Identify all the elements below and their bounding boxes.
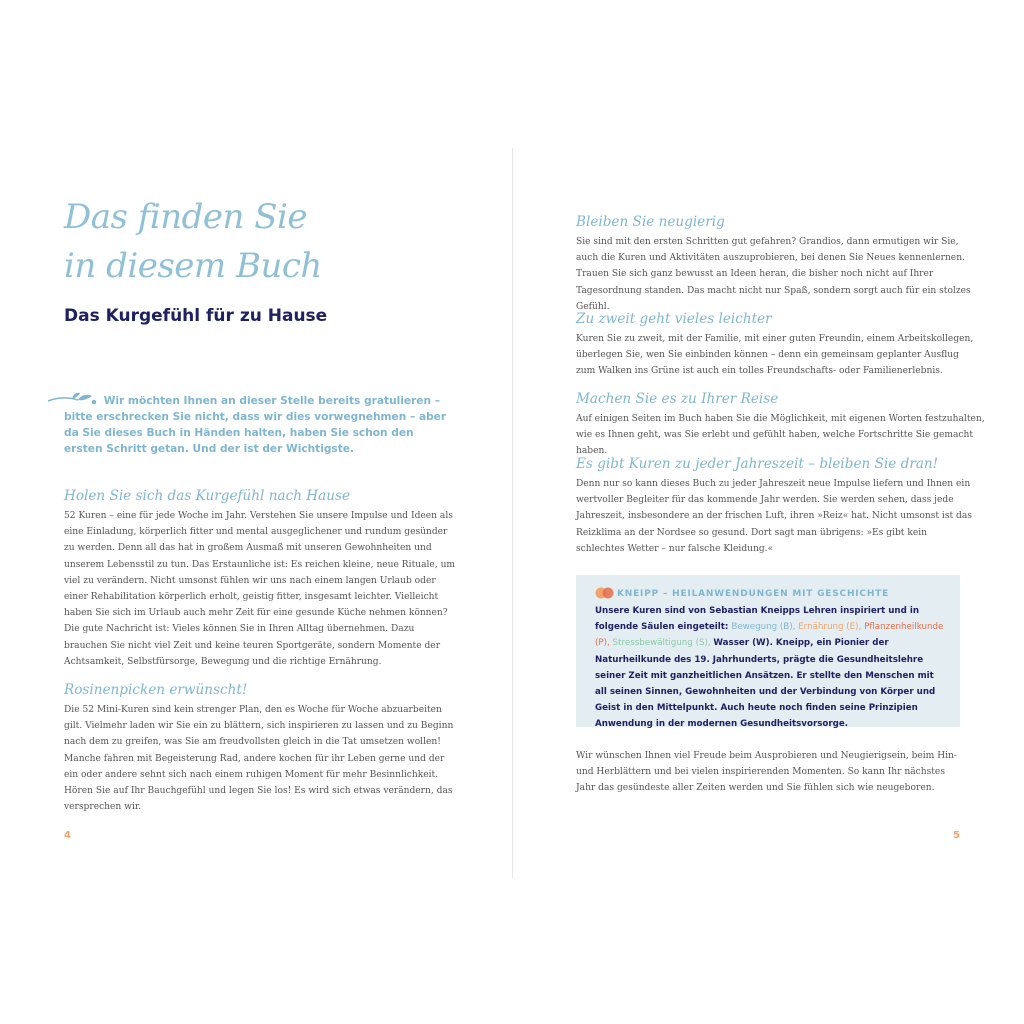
page-title bbox=[64, 193, 322, 291]
section-zu-zweit bbox=[576, 310, 980, 380]
pillar-pflanzenheilkunde: Pflanzenheilkunde (P), bbox=[595, 622, 944, 649]
infobox-text-rest: Wasser (W). Kneipp, ein Pionier der Naturheilkunde des 19. Jahrhunderts, prägte die Gesundheitslehre seiner Zeit mit ganzheitlichen Ansätzen. Er stellte den Menschen mit all seinen Sinnen, Gewohnheiten und der Verbindung von Körper und Geist in den Mittelpunkt. Auch heute noch finden seine Prinzipien Anwendung in der modernen Gesundheitsvorsorge. bbox=[595, 638, 936, 730]
section-jahreszeit bbox=[576, 455, 976, 557]
section-body: 52 Kuren – eine für jede Woche im Jahr. Verstehen Sie unsere Impulse und Ideen als eine Einladung, körperlich fitter und mental ausgeglichener und rundum gesünder zu werden. Denn all das hat in großem Ausmaß mit unseren Gewohnheiten und unserem Lebensstil zu tun. Das Erstaunliche ist: Es reichen kleine, neue Rituale, um viel zu verändern. Nicht umsonst fühlen wir uns nach einem langen Urlaub oder einer Rehabilitation körperlich erholt, geistig fitter, insgesamt leichter. Vielleicht haben Sie sich im Urlaub auch mehr Zeit für eine gesunde Küche nehmen können? Die gute Nachricht ist: Vieles können Sie in Ihren Alltag übernehmen. Dazu brauchen Sie nicht viel Zeit und keine teuren Sportgeräte, sondern Momente der Achtsamkeit, Selbstfürsorge, Bewegung und die richtige Ernährung. bbox=[64, 511, 456, 667]
closing-section bbox=[576, 748, 960, 797]
page-gutter-divider bbox=[512, 148, 513, 878]
section-heading: Rosinenpicken erwünscht! bbox=[64, 682, 248, 698]
title-line-2: in diesem Buch bbox=[64, 246, 322, 286]
infobox-text bbox=[595, 603, 944, 733]
pillar-ernaehrung: Ernährung (E), bbox=[798, 622, 865, 633]
intro-paragraph bbox=[64, 392, 454, 457]
page-number-left: 4 bbox=[64, 830, 71, 841]
section-neugierig bbox=[576, 213, 980, 315]
title-line-1: Das finden Sie bbox=[64, 197, 308, 237]
infobox-heading-text: KNEIPP – HEILANWENDUNGEN MIT GESCHICHTE bbox=[617, 589, 890, 599]
page-number-right: 5 bbox=[953, 830, 960, 841]
leaf-sprig-icon bbox=[48, 392, 100, 406]
closing-paragraph: Wir wünschen Ihnen viel Freude beim Ausprobieren und Neugierigsein, beim Hin- und Herblättern und bei vielen inspirierenden Momenten. So kann Ihr nächstes Jahr das gesündeste aller Zeiten werden und Sie fühlen sich wie neugeboren. bbox=[576, 751, 957, 794]
section-heading: Machen Sie es zu Ihrer Reise bbox=[576, 391, 779, 407]
section-heading: Holen Sie sich das Kurgefühl nach Hause bbox=[64, 488, 350, 504]
section-reise bbox=[576, 390, 986, 460]
section-heading: Bleiben Sie neugierig bbox=[576, 214, 725, 230]
section-body: Sie sind mit den ersten Schritten gut gefahren? Grandios, dann ermutigen wir Sie, auch die Kuren und Aktivitäten auszuprobieren, bei denen Sie Neues kennenlernen. Trauen Sie sich ganz bewusst an Ideen heran, die bisher noch nicht auf Ihrer Tagesordnung standen. Das macht nicht nur Spaß, sondern sorgt auch für ein stolzes Gefühl. bbox=[576, 237, 971, 312]
pillar-stressbewaeltigung: Stressbewältigung (S), bbox=[612, 638, 714, 649]
infobox-text-intro: Unsere Kuren sind von Sebastian Kneipps Lehren inspiriert und in folgende Säulen eingeteilt: bbox=[595, 606, 920, 633]
page-subtitle: Das Kurgefühl für zu Hause bbox=[64, 306, 328, 326]
section-kurgefuehl bbox=[64, 487, 456, 670]
section-heading: Es gibt Kuren zu jeder Jahreszeit – bleiben Sie dran! bbox=[576, 456, 939, 472]
kneipp-circles-icon bbox=[595, 587, 615, 599]
section-body: Auf einigen Seiten im Buch haben Sie die Möglichkeit, mit eigenen Worten festzuhalten, wie es Ihnen geht, was Sie erlebt und gefühlt haben, welche Fortschritte Sie gemacht haben. bbox=[576, 414, 985, 457]
section-body: Kuren Sie zu zweit, mit der Familie, mit einer guten Freundin, einem Arbeitskollegen, überlegen Sie, wen Sie einbinden können – denn ein gemeinsam geplanter Ausflug zum Walken ins Grüne ist auch ein tolles Freundschafts- oder Familienerlebnis. bbox=[576, 334, 974, 377]
section-heading: Zu zweit geht vieles leichter bbox=[576, 311, 772, 327]
section-body: Die 52 Mini-Kuren sind kein strenger Plan, den es Woche für Woche abzuarbeiten gilt. Vielmehr laden wir Sie ein zu blättern, sich inspirieren zu lassen und zu Beginn nach dem zu greifen, was Sie am freudvollsten gleich in die Tat umsetzen wollen! Manche fahren mit Begeisterung Rad, andere kochen für ihr Leben gerne und der ein oder andere sehnt sich nach einem ruhigen Moment für mehr Besinnlichkeit. Hören Sie auf Ihr Bauchgefühl und legen Sie los! Es wird sich etwas verändern, das versprechen wir. bbox=[64, 705, 454, 813]
pillar-bewegung: Bewegung (B), bbox=[731, 622, 799, 633]
section-body: Denn nur so kann dieses Buch zu jeder Jahreszeit neue Impulse liefern und Ihnen ein wertvoller Begleiter für das kommende Jahr werden. Sie werden sehen, dass jede Jahreszeit, insbesondere an der frischen Luft, ihren »Reiz« hat. Nicht umsonst ist das Reizklima an der Nordsee so gesund. Dort sagt man übrigens: »Es gibt kein schlechtes Wetter – nur falsche Kleidung.« bbox=[576, 479, 972, 554]
intro-text: Wir möchten Ihnen an dieser Stelle bereits gratulieren – bitte erschrecken Sie nicht, dass wir dies vorwegnehmen – aber da Sie dieses Buch in Händen halten, haben Sie schon den ersten Schritt getan. Und der ist der Wichtigste. bbox=[64, 395, 447, 455]
section-rosinenpicken bbox=[64, 681, 456, 815]
infobox-heading bbox=[595, 587, 944, 601]
kneipp-infobox bbox=[576, 575, 960, 730]
